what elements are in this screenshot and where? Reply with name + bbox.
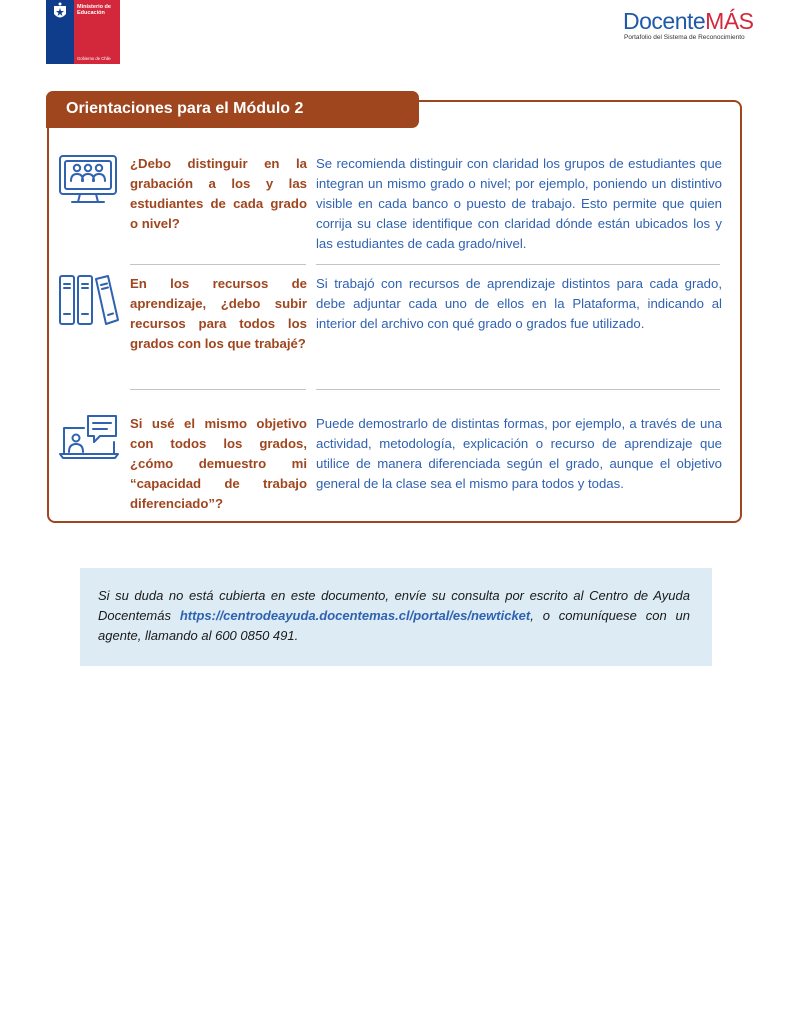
note-text-after: , o comuníquese con un agente, llamando al 600 0850 491. xyxy=(98,608,691,643)
laptop-chat-icon xyxy=(58,414,120,460)
help-center-link[interactable]: https://centrodeayuda.docentemas.cl/portal/es/newticket xyxy=(179,608,531,623)
question-2: En los recursos de aprendizaje, ¿debo subir recursos para todos los grados con los que trabajé? xyxy=(130,276,307,351)
help-note-text xyxy=(98,586,690,646)
divider xyxy=(316,389,720,390)
brand-tagline: Portafolio del Sistema de Reconocimiento xyxy=(624,34,745,41)
brand-accent: MÁS xyxy=(705,8,754,34)
note-text-before: Si su duda no está cubierta en este documento, envíe su consulta por escrito al Centro de Ayuda Docentemás xyxy=(98,588,690,623)
section-title: Orientaciones para el Módulo 2 xyxy=(46,91,419,128)
divider xyxy=(130,264,306,265)
brand-main: Docente xyxy=(623,8,706,34)
question-1: ¿Debo distinguir en la grabación a los y las estudiantes de cada grado o nivel? xyxy=(130,156,307,231)
answer-2: Si trabajó con recursos de aprendizaje distintos para cada grado, debe adjuntar cada uno de ellos en la Plataforma, indicando al interior del archivo con qué grado o grados fue utilizado. xyxy=(316,276,722,331)
help-note xyxy=(80,568,712,666)
video-conference-monitor-icon xyxy=(58,154,118,210)
brand-wordmark xyxy=(600,8,760,34)
divider xyxy=(316,264,720,265)
coat-of-arms-icon xyxy=(51,2,69,22)
binders-icon xyxy=(58,274,120,326)
ministry-line2: Educación xyxy=(77,10,105,16)
ministry-line1: Ministerio de xyxy=(77,4,111,10)
answer-1: Se recomienda distinguir con claridad los grupos de estudiantes que integran un mismo grado o nivel; por ejemplo, poniendo un distintivo visible en cada banco o puesto de trabajo. Esto permite que quien corrija su clase identifique con claridad dónde están ubicados los y las estudiantes de cada grado/nivel. xyxy=(316,156,722,251)
answer-3: Puede demostrarlo de distintas formas, por ejemplo, a través de una actividad, metodología, explicación o recurso de aprendizaje que utilice de manera diferenciada según el grado, aunque el objetivo general de la clase sea el mismo para todos y todas. xyxy=(316,416,722,491)
question-3: Si usé el mismo objetivo con todos los grados, ¿cómo demuestro mi “capacidad de trabajo diferenciado”? xyxy=(130,416,307,511)
mineduc-logo xyxy=(46,0,120,64)
divider xyxy=(130,389,306,390)
docentemas-logo xyxy=(600,8,760,48)
ministry-sub: Gobierno de Chile xyxy=(77,56,111,61)
